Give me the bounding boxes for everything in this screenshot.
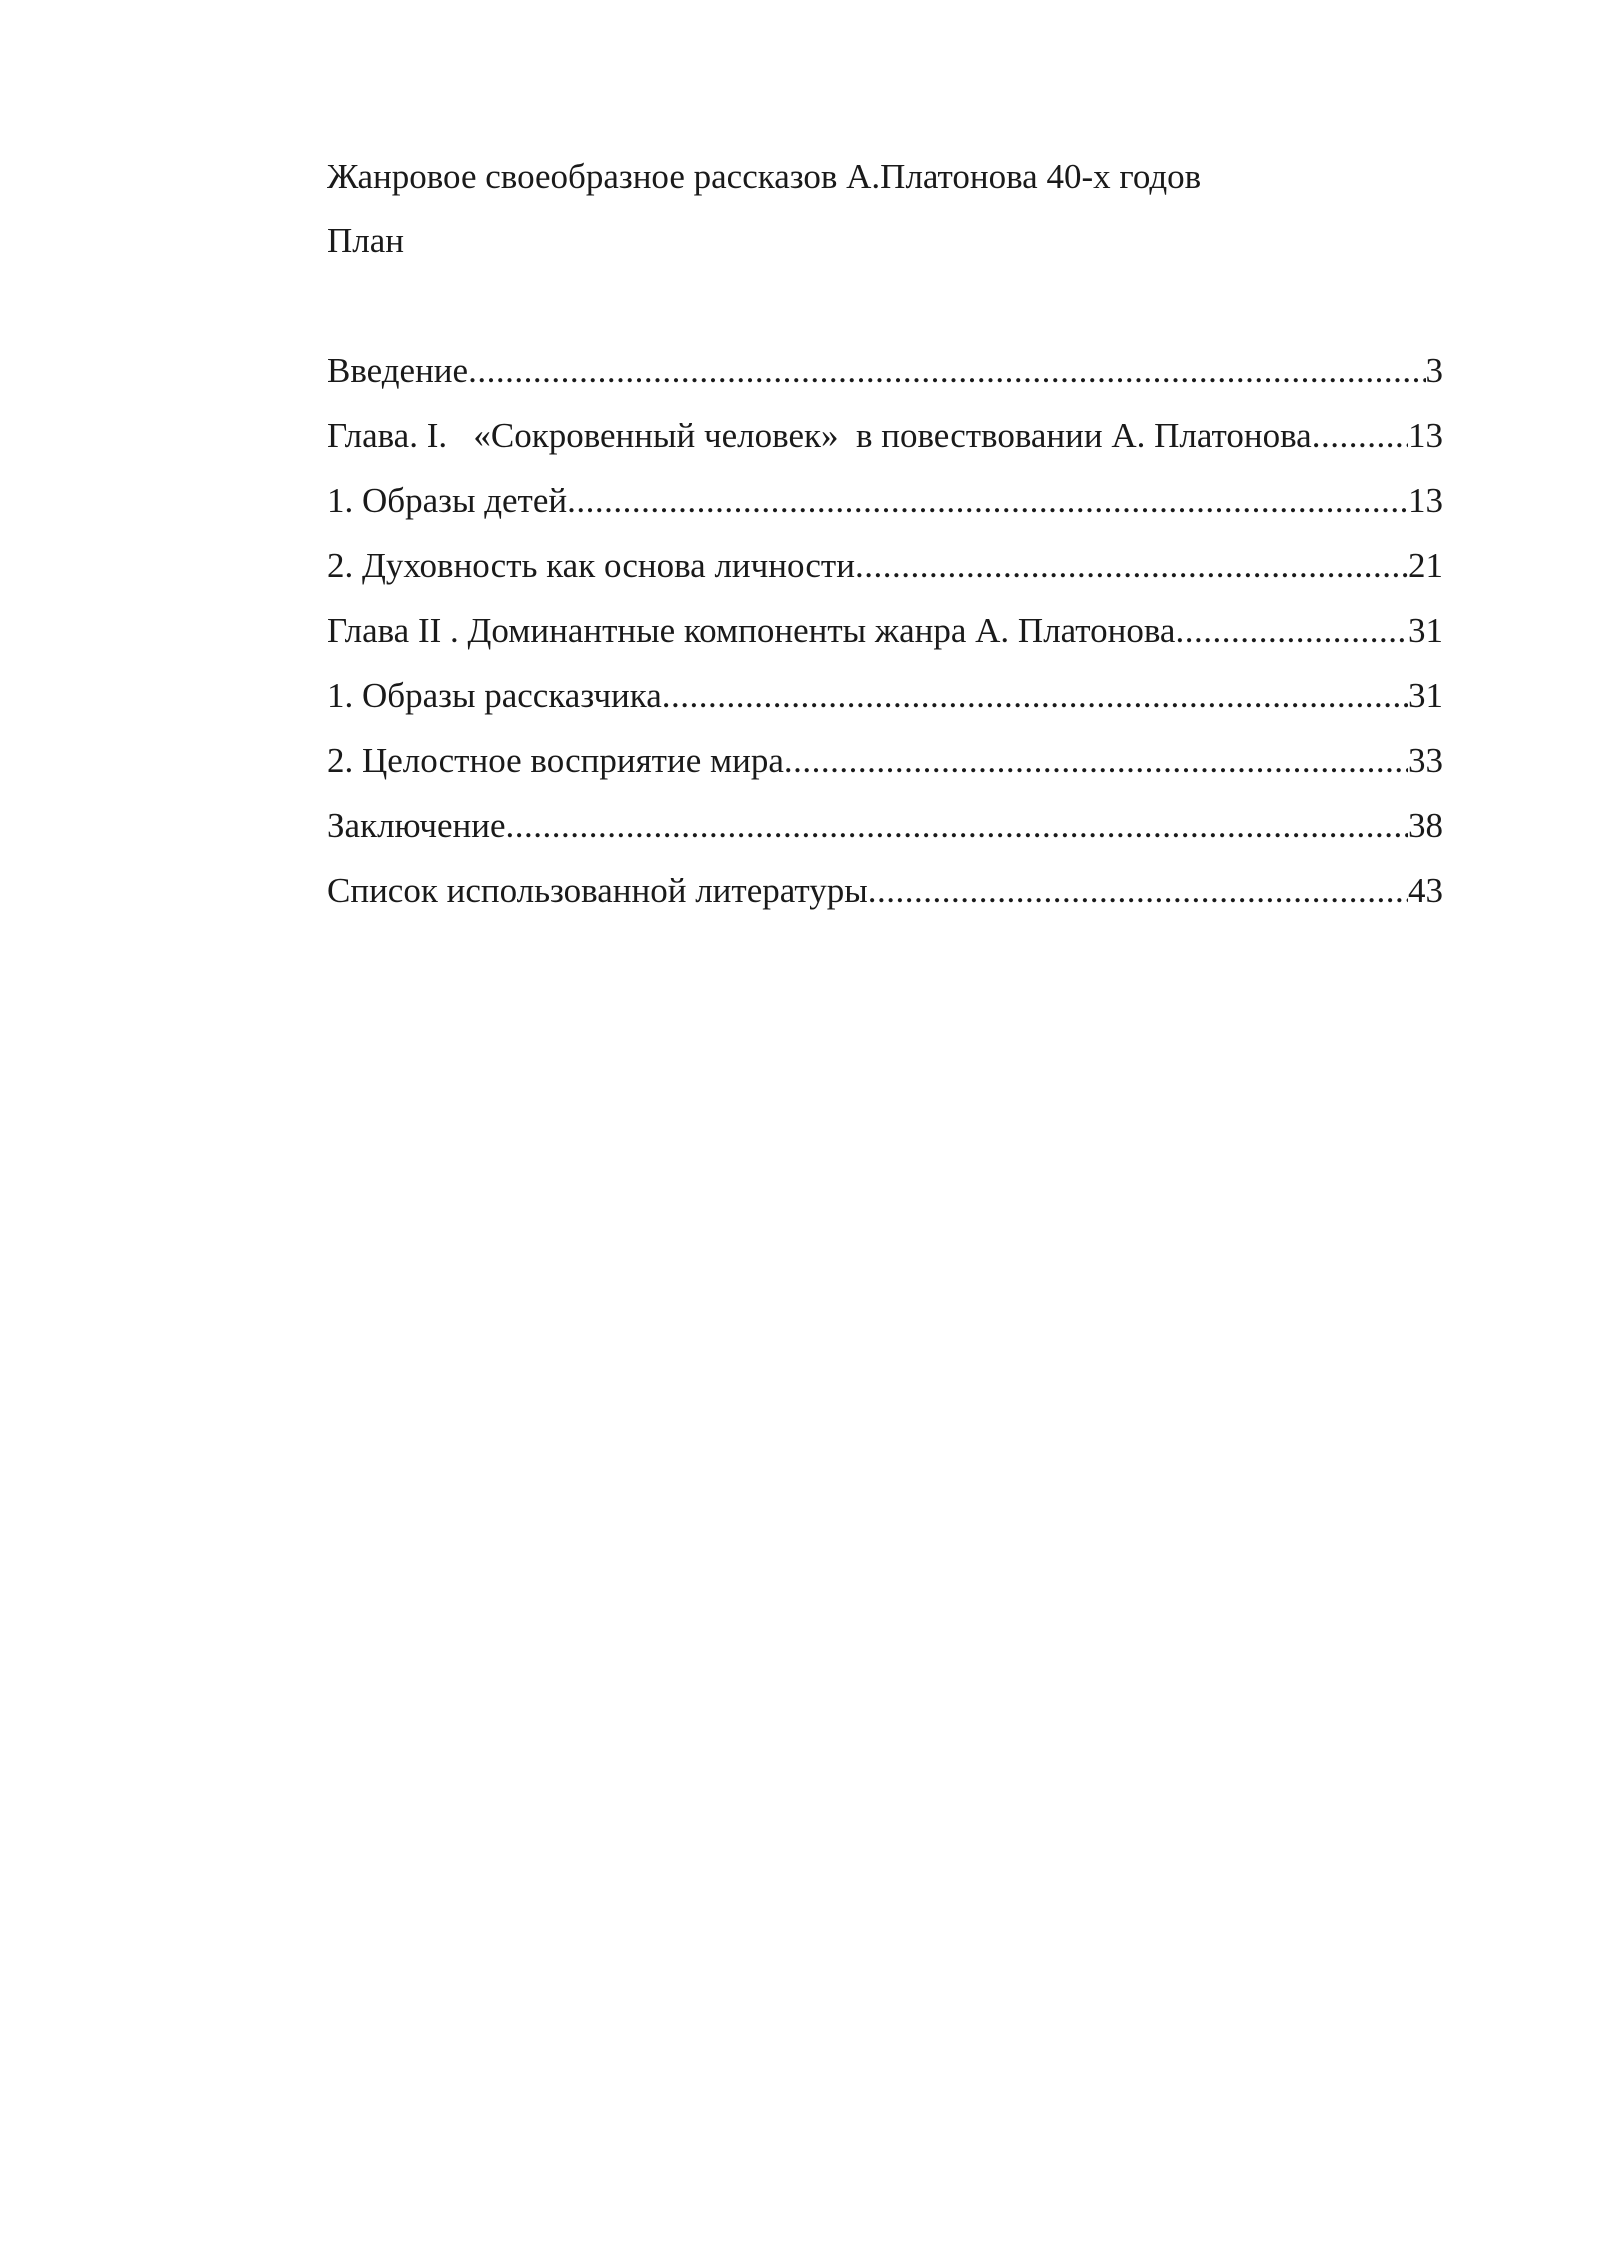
toc-entry-chapter-1-section-1 [327, 474, 1443, 539]
toc-entry-label: Список использованной литературы [327, 871, 868, 910]
toc-dot-leader [868, 864, 1408, 918]
toc-dot-leader [1312, 409, 1408, 463]
toc-entry-page: 3 [1425, 351, 1443, 390]
toc-entry-label: 2. Целостное восприятие мира [327, 741, 784, 780]
toc-entry-bibliography [327, 864, 1443, 929]
toc-entry-chapter-1 [327, 409, 1443, 474]
toc-entry-page: 13 [1408, 416, 1443, 455]
document-title: Жанровое своеобразное рассказов А.Платонова 40-х годов [327, 157, 1202, 196]
toc-dot-leader [662, 669, 1408, 723]
toc-entry-page: 38 [1408, 806, 1443, 845]
toc-dot-leader [468, 344, 1425, 398]
toc-dot-leader [1175, 604, 1408, 658]
toc-entry-label: Глава II . Доминантные компоненты жанра А. Платонова [327, 611, 1176, 650]
toc-entry-page: 21 [1408, 546, 1443, 585]
table-of-contents [327, 344, 1443, 929]
toc-dot-leader [855, 539, 1408, 593]
toc-entry-label: Глава. I. «Сокровенный человек» в повествовании А. Платонова [327, 416, 1312, 455]
toc-entry-introduction [327, 344, 1443, 409]
toc-entry-chapter-1-section-2 [327, 539, 1443, 604]
plan-heading: План [327, 221, 405, 260]
toc-entry-label: 1. Образы детей [327, 481, 568, 520]
toc-entry-page: 31 [1408, 676, 1443, 715]
toc-entry-page: 31 [1408, 611, 1443, 650]
toc-entry-label: 2. Духовность как основа личности [327, 546, 855, 585]
toc-entry-conclusion [327, 799, 1443, 864]
toc-entry-label: Заключение [327, 806, 506, 845]
toc-entry-page: 43 [1408, 871, 1443, 910]
toc-dot-leader [506, 799, 1409, 853]
toc-dot-leader [784, 734, 1408, 788]
toc-entry-chapter-2-section-2 [327, 734, 1443, 799]
toc-dot-leader [567, 474, 1408, 528]
toc-entry-chapter-2-section-1 [327, 669, 1443, 734]
toc-entry-label: Введение [327, 351, 469, 390]
toc-entry-page: 13 [1408, 481, 1443, 520]
toc-entry-page: 33 [1408, 741, 1443, 780]
toc-entry-label: 1. Образы рассказчика [327, 676, 662, 715]
toc-entry-chapter-2 [327, 604, 1443, 669]
